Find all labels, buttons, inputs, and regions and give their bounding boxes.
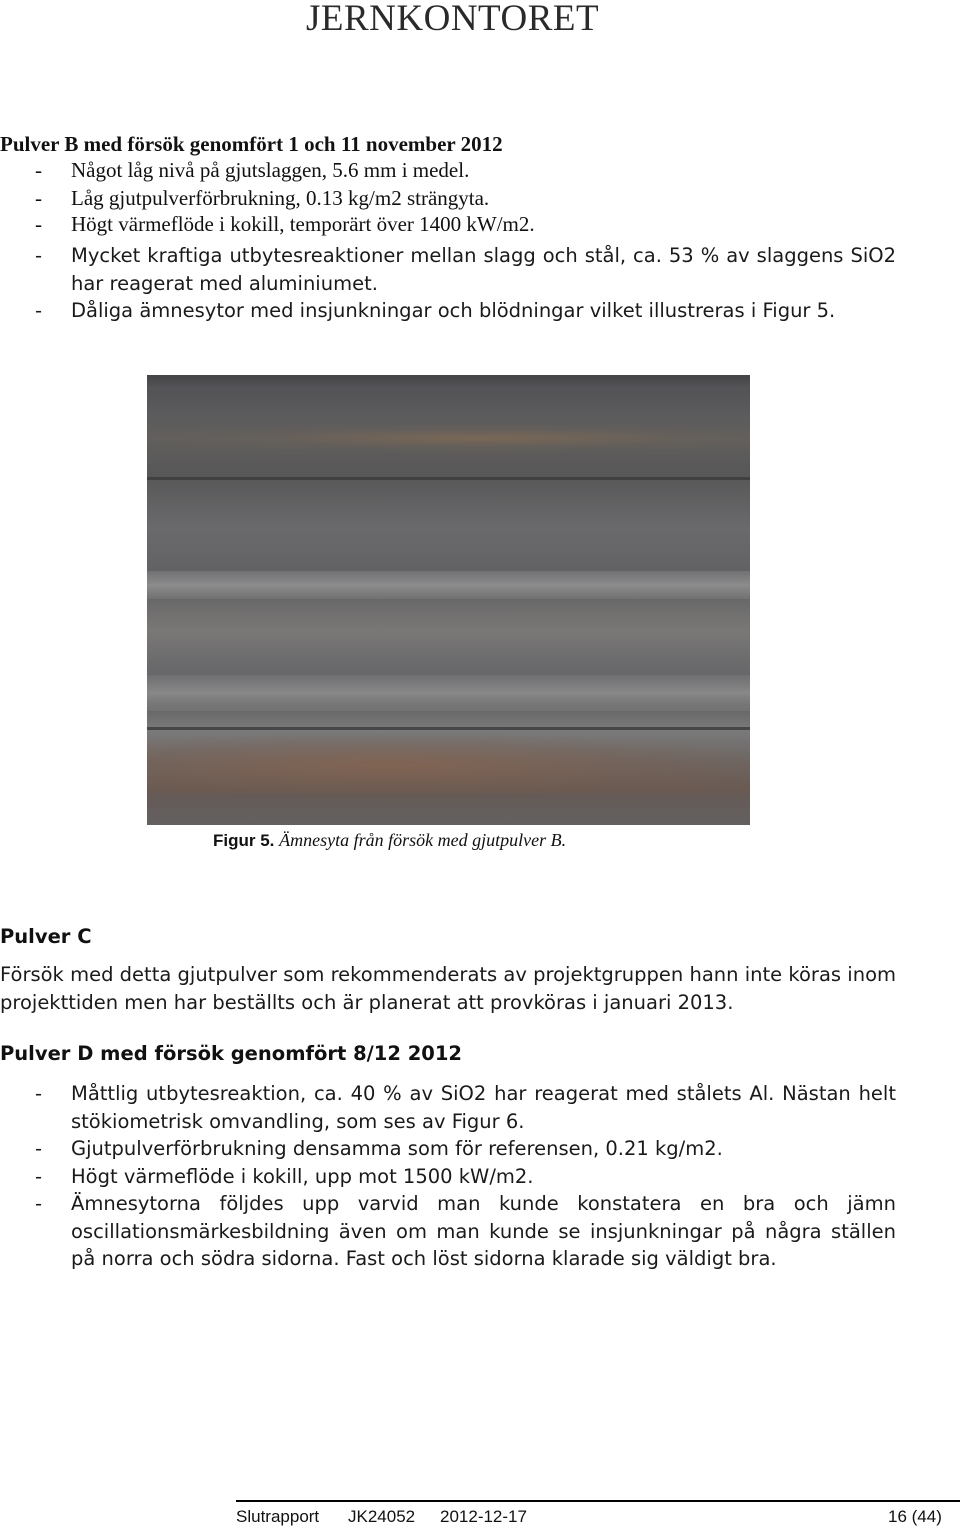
section-b-heading: Pulver B med försök genomfört 1 och 11 november 2012 <box>0 132 503 156</box>
section-c-paragraph: Försök med detta gjutpulver som rekommenderats av projektgruppen hann inte köras inom projekttiden men har beställts och är planerat att provköras i januari 2013. <box>0 963 896 1014</box>
footer-date: 2012-12-17 <box>440 1507 527 1526</box>
list-item: - Mycket kraftiga utbytesreaktioner mellan slagg och stål, ca. 53 % av slaggens SiO2 har reagerat med aluminiumet. <box>35 244 896 295</box>
footer-divider <box>236 1500 960 1502</box>
figure-caption-text: Ämnesyta från försök med gjutpulver B. <box>279 830 567 850</box>
section-b-list-continued <box>30 242 896 325</box>
figure-label: Figur 5. <box>213 831 275 850</box>
section-d-list <box>30 1080 896 1273</box>
figure-caption <box>213 829 566 852</box>
section-c-heading: Pulver C <box>0 925 92 948</box>
list-item: - Något låg nivå på gjutslaggen, 5.6 mm i medel. <box>35 158 470 182</box>
footer-report: Slutrapport <box>236 1507 320 1526</box>
section-b-list <box>30 157 892 238</box>
section-d-heading: Pulver D med försök genomfört 8/12 2012 <box>0 1042 463 1065</box>
list-item: - Dåliga ämnesytor med insjunkningar och blödningar vilket illustreras i Figur 5. <box>35 299 836 322</box>
list-item: - Ämnesytorna följdes upp varvid man kunde konstatera en bra och jämn oscillationsmärkesbildning även om man kunde se insjunkningar på några ställen på norra och södra sidorna. Fast och löst sidorna klarade sig väldigt bra. <box>35 1192 896 1270</box>
list-item: - Gjutpulverförbrukning densamma som för referensen, 0.21 kg/m2. <box>35 1137 723 1160</box>
list-item: - Måttlig utbytesreaktion, ca. 40 % av SiO2 har reagerat med stålets Al. Nästan helt stökiometrisk omvandling, som ses av Figur 6. <box>35 1082 896 1133</box>
steel-surface-photo <box>147 375 750 825</box>
footer-code: JK24052 <box>348 1507 416 1526</box>
footer-page-number: 16 (44) <box>888 1507 942 1526</box>
list-item: - Högt värmeflöde i kokill, temporärt över 1400 kW/m2. <box>35 211 535 236</box>
jernkontoret-logo: JERNKONTORET <box>306 0 600 39</box>
list-item: - Högt värmeflöde i kokill, upp mot 1500 kW/m2. <box>35 1164 534 1188</box>
list-item: - Låg gjutpulverförbrukning, 0.13 kg/m2 strängyta. <box>35 185 490 210</box>
